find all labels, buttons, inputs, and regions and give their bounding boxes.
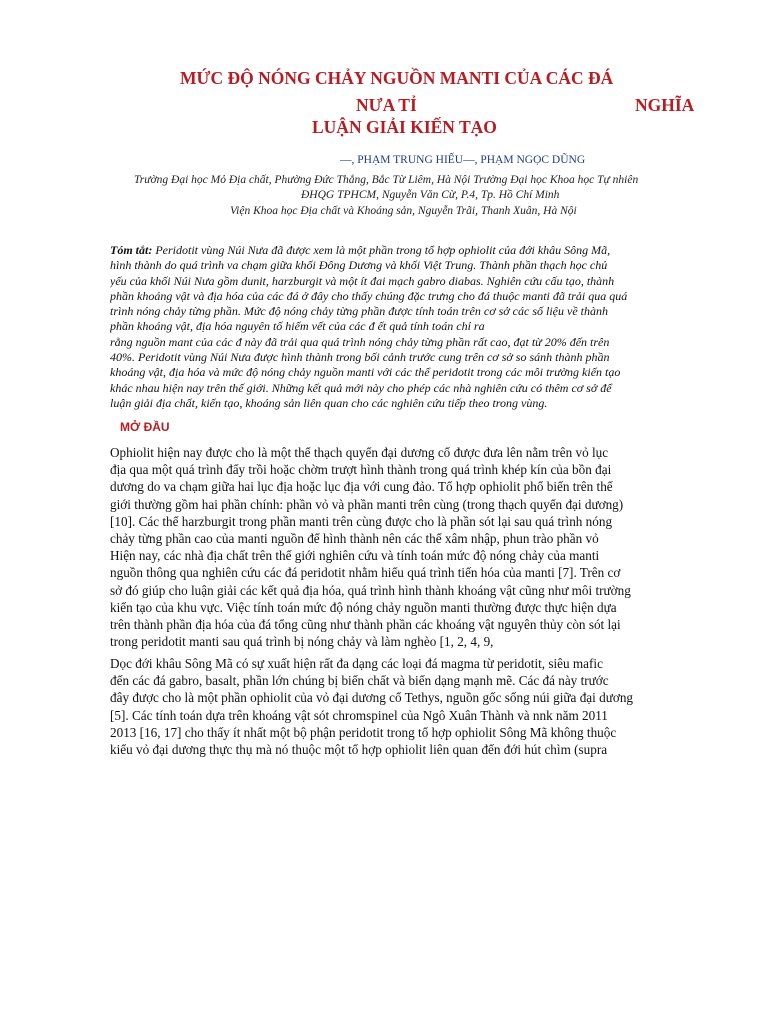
paragraph-line: giới thường gồm hai phần chính: phần vỏ và phần manti trên cùng (trong thạch quyển đại dương) xyxy=(110,496,624,512)
abstract-line: trình nóng chảy từng phần. Mức độ nóng chảy từng phần được tính toán trên cơ sở các số liệu về thành xyxy=(110,304,608,319)
paragraph-line: Hiện nay, các nhà địa chất trên thế giới nghiên cứu và tính toán mức độ nóng chảy của manti xyxy=(110,548,600,564)
paragraph-line: nguồn thông qua nghiên cứu các đá peridotit nhằm hiểu quá trình tiến hóa của manti [7]. Trên cơ xyxy=(110,565,621,581)
paragraph-line: trong peridotit manti sau quá trình bị nóng chảy và làm nghèo [1, 2, 4, 9, xyxy=(110,634,494,650)
paragraph-line: [10]. Các thể harzburgit trong phần manti trên cùng được cho là phần sót lại sau quá trình nóng xyxy=(110,513,613,529)
paragraph-line: trên thành phần địa hóa của đá tổng cũng như thành phần các khoáng vật nguyên thủy còn sót lại xyxy=(110,617,621,633)
paragraph-line: địa qua một quá trình đẩy trồi hoặc chờm trượt hình thành trong quá trình khép kín của bồn đại xyxy=(110,462,612,478)
abstract-line: phần khoáng vật, địa hóa nguyên tố hiếm vết của các đ ết quả tính toán chỉ ra xyxy=(110,319,485,334)
abstract-line: yếu của khối Núi Nưa gồm dunit, harzburgit và một ít đai mạch gabro diabas. Nghiên cứu cấu tạo, thành xyxy=(110,273,615,288)
abstract-line-text: Peridotit vùng Núi Nưa đã được xem là một phần trong tổ hợp ophiolit của đới khâu Sông Mã, xyxy=(152,243,611,257)
affiliation-1: Trường Đại học Mỏ Địa chất, Phường Đức Thắng, Bắc Từ Liêm, Hà Nội Trường Đại học Khoa học Tự nhiên xyxy=(134,174,639,186)
paragraph-line: dương do va chạm giữa hai lục địa hoặc lục địa với cung đảo. Tổ hợp ophiolit phổ biến trên thế xyxy=(110,479,613,495)
paragraph-line: sở đó giúp cho luận giải các kết quả địa hóa, quá trình hình thành khoáng vật cũng như môi trường xyxy=(110,582,631,598)
paragraph-line: chảy từng phần cao của manti nguồn để hình thành nên các thể xâm nhập, phun trào phần vỏ xyxy=(110,531,599,547)
abstract-line: rằng nguồn mant của các đ này đã trải qua quá trình nóng chảy từng phần rất cao, đạt từ 20% đến trên xyxy=(110,334,610,349)
body-paragraph-1 xyxy=(110,444,714,650)
section-heading-introduction: MỞ ĐẦU xyxy=(120,420,170,434)
abstract-line: hình thành do quá trình va chạm giữa khối Đông Dương và khối Việt Trung. Thành phần thạch học chủ xyxy=(110,258,608,273)
affiliation-2: ĐHQG TPHCM, Nguyễn Văn Cừ, P.4, Tp. Hồ Chí Minh xyxy=(301,189,560,201)
abstract-line xyxy=(110,243,713,258)
paragraph-line: đây được cho là một phần ophiolit của vỏ đại dương cổ Tethys, nguồn gốc sống núi giữa đại dương xyxy=(110,690,634,706)
abstract-line: phần khoáng vật và địa hóa của các đá ở đây cho thấy chúng đặc trưng cho đá thuộc manti đã trải qua quá xyxy=(110,288,628,303)
paragraph-line: kiến tạo của khu vực. Việc tính toán mức độ nóng chảy nguồn manti thường được thực hiện dựa xyxy=(110,599,617,615)
paragraph-line: Ophiolit hiện nay được cho là một thể thạch quyển đại dương cổ được đưa lên nằm trên vỏ lục xyxy=(110,445,609,460)
abstract-line: 40%. Peridotit vùng Núi Nưa được hình thành trong bối cảnh trước cung trên cơ sở so sánh thành phần xyxy=(110,350,610,365)
abstract-line: khoáng vật, địa hóa và mức độ nóng chảy nguồn manti với các thể peridotit trong các môi trường kiến tạo xyxy=(110,365,621,380)
abstract-label: Tóm tắt: xyxy=(110,243,153,257)
paragraph-line: [5]. Các tính toán dựa trên khoáng vật sót chromspinel của Ngô Xuân Thành và nnk năm 2011 xyxy=(110,707,608,723)
paragraph-line: đến các đá gabro, basalt, phần lớn chúng bị biến chất và biến dạng mạnh mẽ. Các đá này trước xyxy=(110,673,609,689)
abstract-line: khác nhau hiện nay trên thế giới. Những kết quả mới này cho phép các nhà nghiên cứu có thêm cơ sở để xyxy=(110,380,612,395)
paragraph-line: kiểu vỏ đại dương thực thụ mà nó thuộc một tổ hợp ophiolit liên quan đến đới hút chìm (supra xyxy=(110,742,608,758)
body-paragraph-2 xyxy=(110,655,714,758)
paper-title-line-3: LUẬN GIẢI KIẾN TẠO xyxy=(312,117,497,137)
paper-title-line-2-right: NGHĨA xyxy=(635,95,695,115)
abstract-line: luận giải địa chất, kiến tạo, khoáng sản liên quan cho các nghiên cứu tiếp theo trong vùng. xyxy=(110,395,548,410)
abstract xyxy=(110,243,713,411)
paragraph-line: Dọc đới khâu Sông Mã có sự xuất hiện rất đa dạng các loại đá magma từ peridotit, siêu mafic xyxy=(110,656,603,671)
affiliation-3: Viện Khoa học Địa chất và Khoáng sản, Nguyễn Trãi, Thanh Xuân, Hà Nội xyxy=(230,205,577,217)
paper-title-line-1: MỨC ĐỘ NÓNG CHẢY NGUỒN MANTI CỦA CÁC ĐÁ xyxy=(180,68,614,88)
authors-line: —, PHẠM TRUNG HIẾU—, PHẠM NGỌC DŨNG xyxy=(340,154,586,166)
paragraph-line: 2013 [16, 17] cho thấy ít nhất một bộ phận peridotit trong tổ hợp ophiolit Sông Mã không thuộc xyxy=(110,724,617,740)
paper-title-line-2-left: NƯA TỈ xyxy=(356,95,417,115)
